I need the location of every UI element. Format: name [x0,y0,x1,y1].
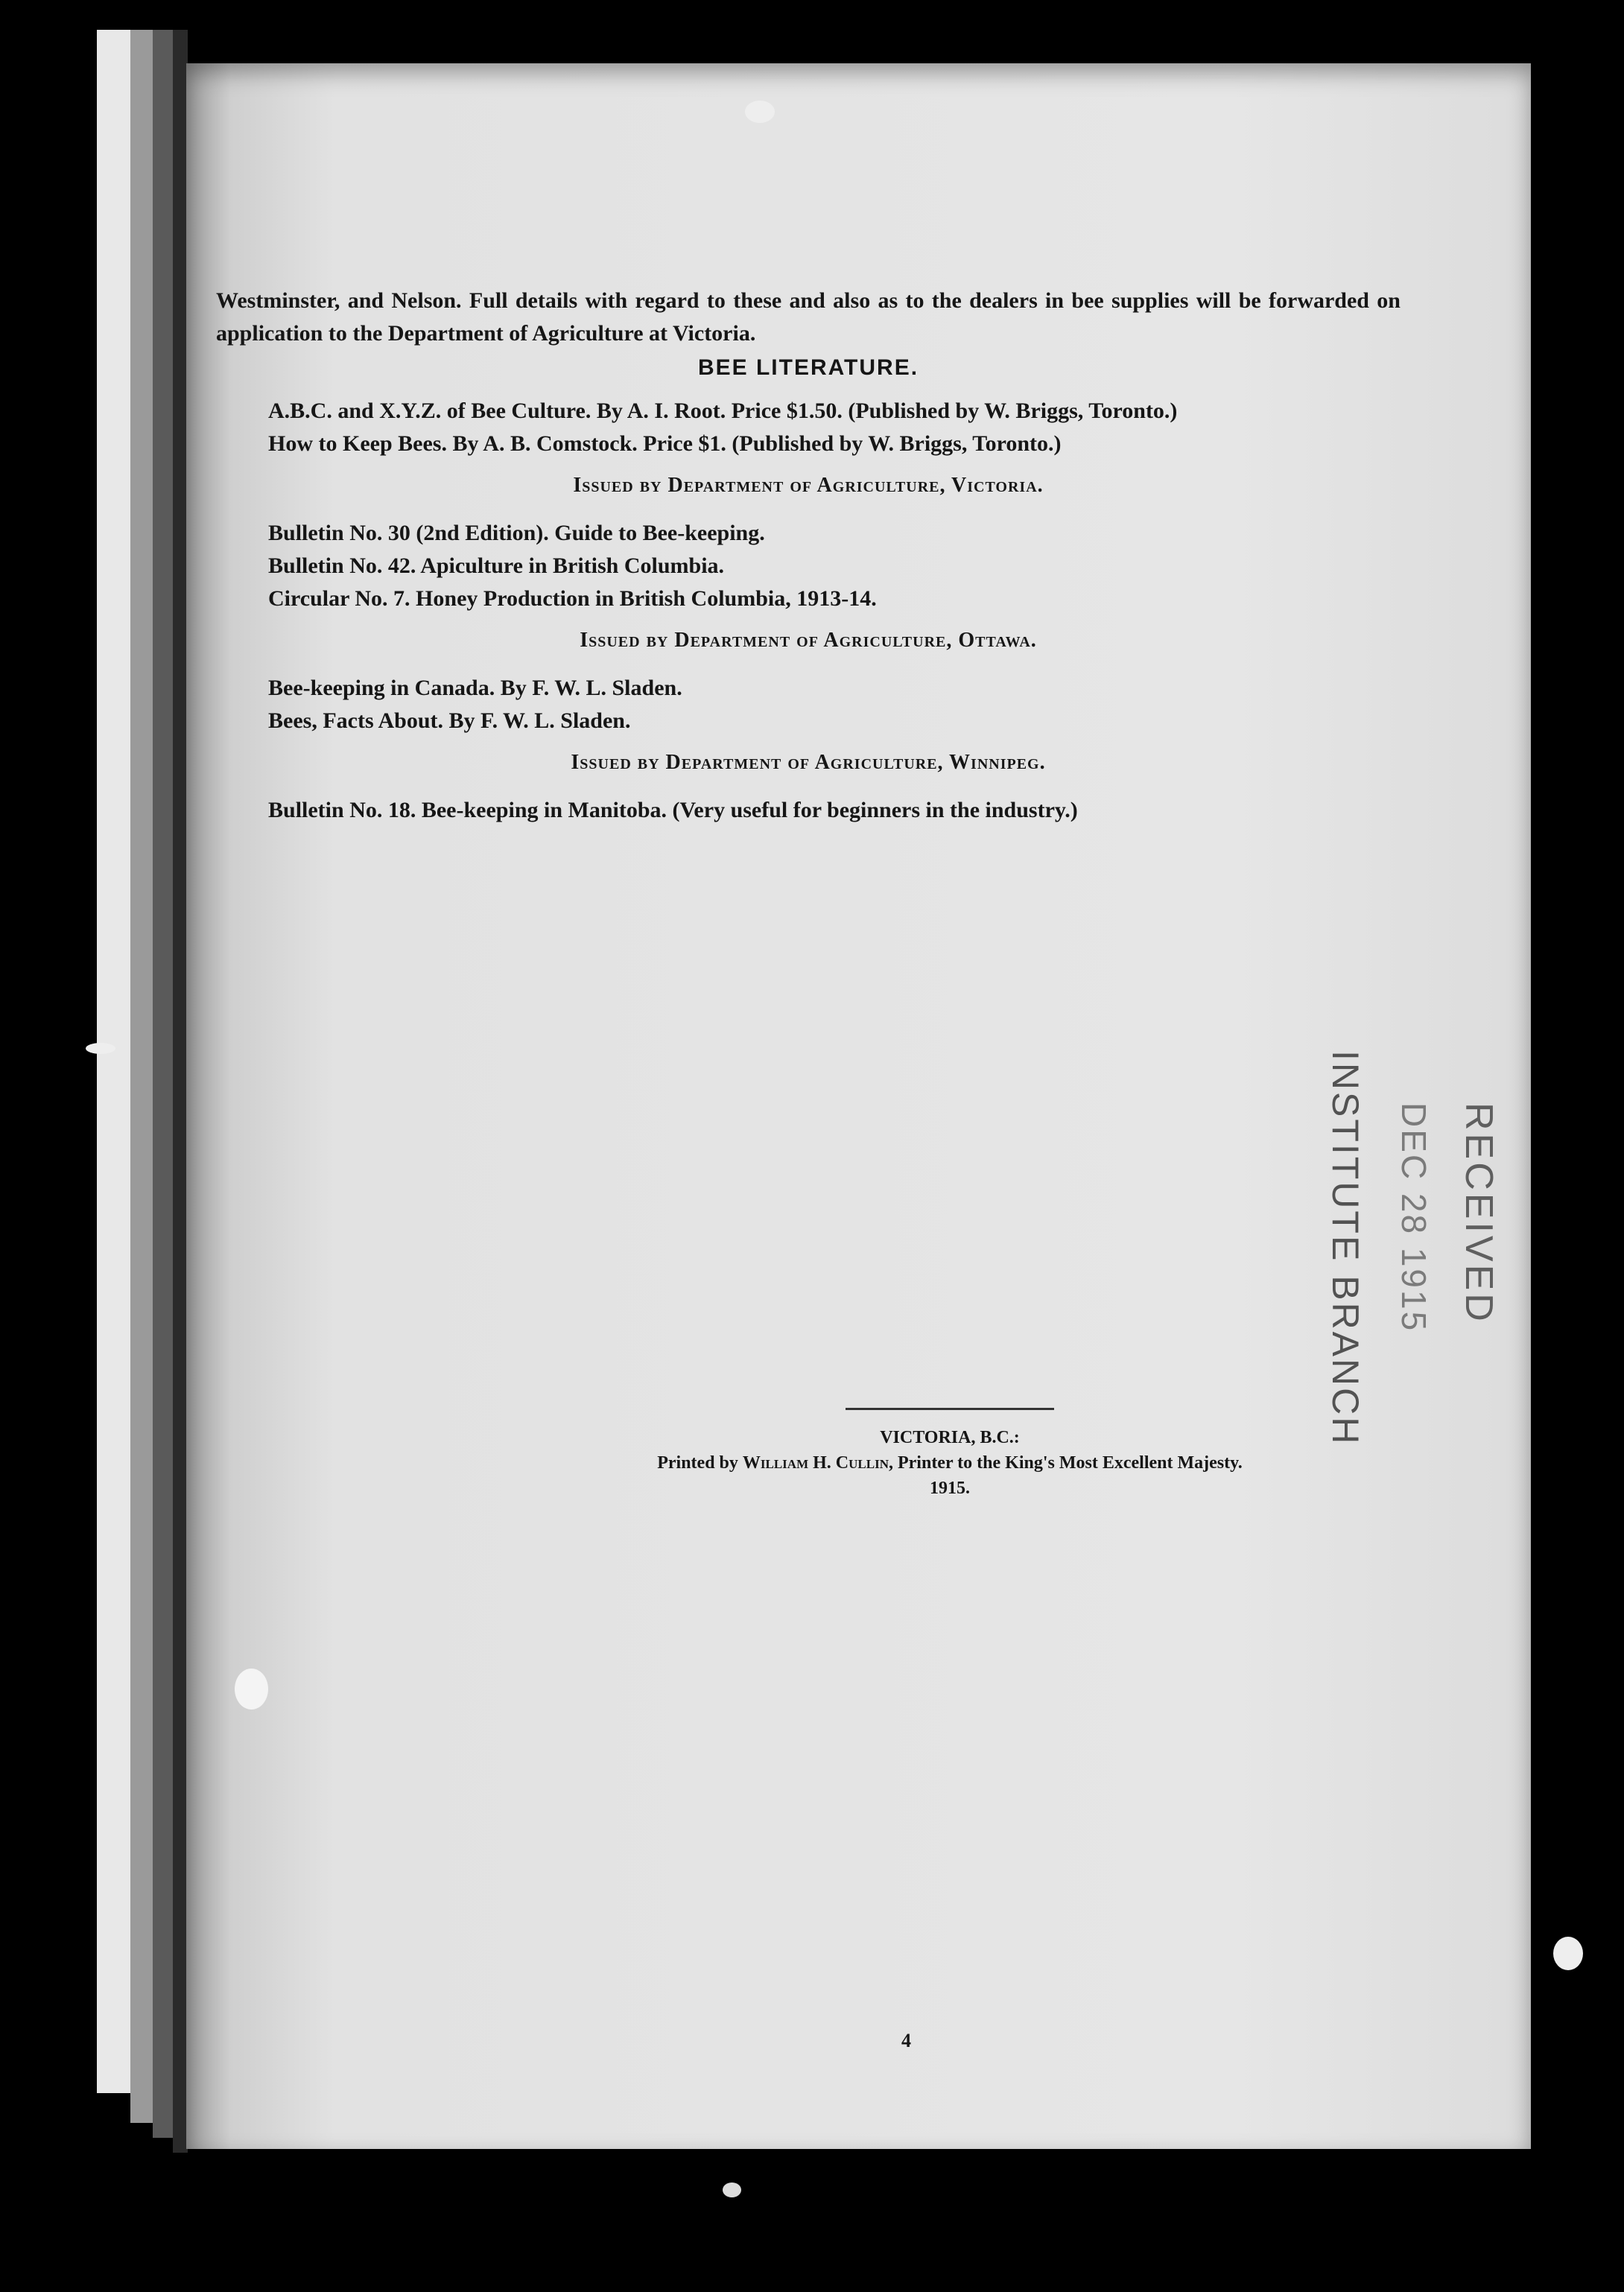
bulletin-item: Circular No. 7. Honey Production in British Columbia, 1913-14. [268,586,877,611]
imprint-printer-name: William H. Cullin [742,1453,889,1473]
page-stack-edge [153,30,175,2138]
page-stack-edge [173,30,188,2153]
scan-speck [235,1669,268,1710]
issued-heading-ottawa: Issued by Department of Agriculture, Ottawa. [580,629,1037,652]
page-number: 4 [901,2030,911,2051]
issued-heading-victoria: Issued by Department of Agriculture, Victoria. [573,474,1044,497]
imprint-printed-suffix: , Printer to the King's Most Excellent Majesty. [888,1453,1243,1473]
imprint-printed-prefix: Printed by [657,1453,738,1473]
received-stamp: RECEIVED [1457,1102,1500,1324]
imprint-printer [372,1450,1527,1476]
stamp-institute: INSTITUTE BRANCH [1325,1050,1366,1447]
imprint-rule [846,1408,1054,1410]
bulletin-item: Bulletin No. 42. Apiculture in British Columbia. [268,553,725,578]
imprint-year: 1915. [930,1479,970,1498]
scan-speck [1553,1937,1583,1970]
page-body [216,285,1401,827]
issued-heading-winnipeg: Issued by Department of Agriculture, Winnipeg. [571,751,1046,774]
imprint-place: VICTORIA, B.C.: [880,1428,1020,1447]
scan-speck [723,2183,741,2197]
bulletin-item: Bulletin No. 30 (2nd Edition). Guide to Bee-keeping. [268,521,765,545]
bulletin-item: Bees, Facts About. By F. W. L. Sladen. [268,708,631,733]
stamp-date: DEC 28 1915 [1395,1102,1433,1333]
bee-literature-heading: BEE LITERATURE. [697,355,919,380]
scan-speck [86,1043,115,1054]
scan-speck [745,101,775,123]
bulletin-item: Bulletin No. 18. Bee-keeping in Manitoba. (Very useful for beginners in the industry.) [268,798,1078,822]
literature-item: How to Keep Bees. By A. B. Comstock. Price $1. (Published by W. Briggs, Toronto.) [268,431,1062,456]
bulletin-item: Bee-keeping in Canada. By F. W. L. Sladen. [268,676,682,700]
literature-item: A.B.C. and X.Y.Z. of Bee Culture. By A. I. Root. Price $1.50. (Published by W. Briggs, Toronto.) [268,399,1178,423]
intro-paragraph: Westminster, and Nelson. Full details with regard to these and also as to the dealers in bee supplies will be forwarded on application to the Department of Agriculture at Victoria. [216,288,1401,346]
